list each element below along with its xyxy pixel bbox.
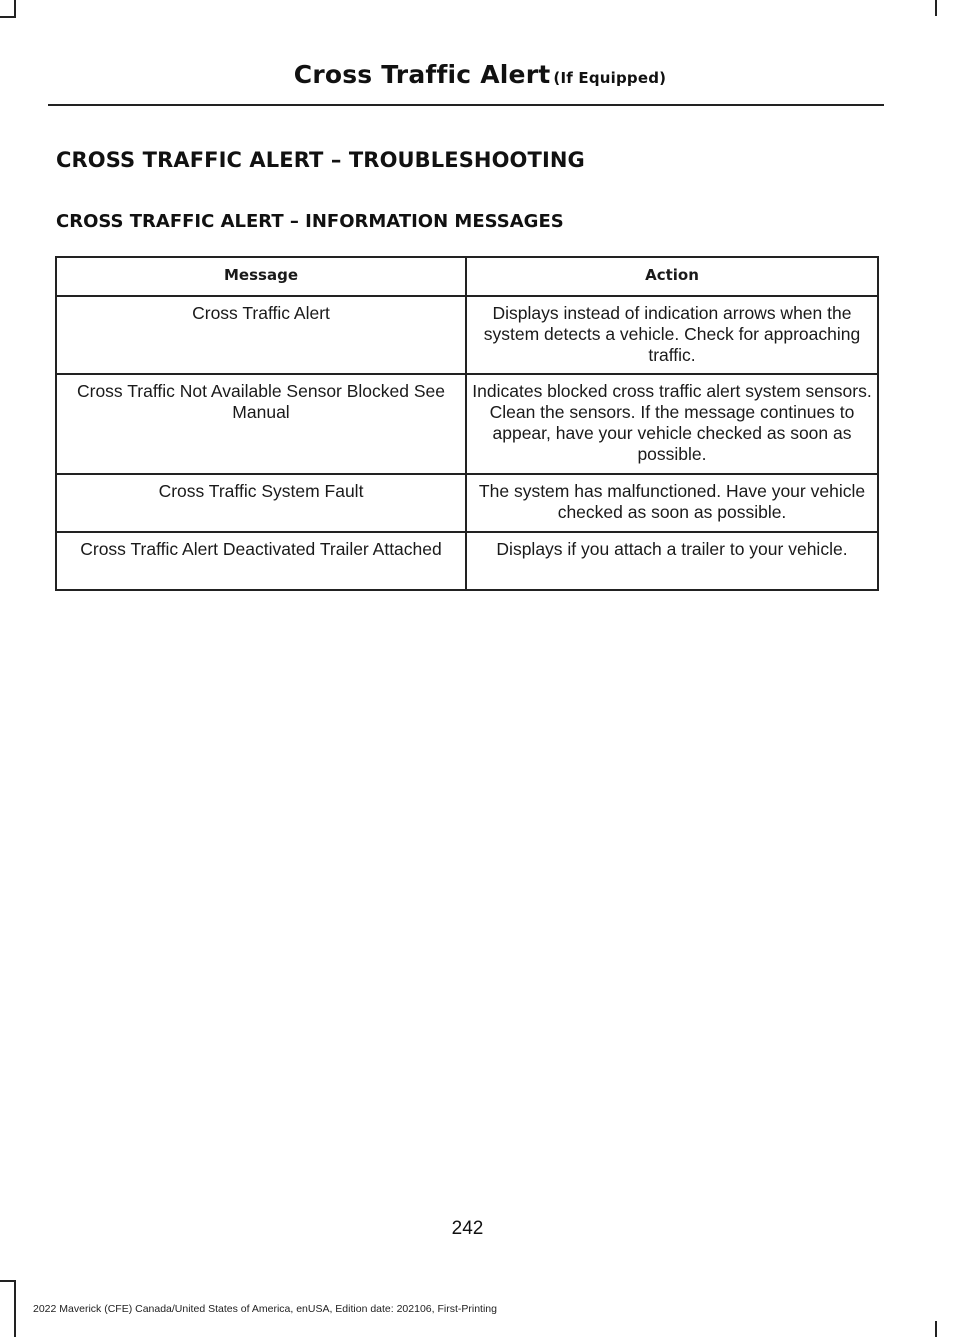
action-cell: The system has malfunctioned. Have your vehicle checked as soon as possible. [466,474,878,532]
message-cell: Cross Traffic System Fault [56,474,466,532]
header-title-text: Cross Traffic Alert [293,60,551,89]
column-header-action: Action [466,257,878,296]
crop-mark-top-left-horizontal [0,16,16,18]
crop-mark-bottom-left-vertical [14,1280,16,1337]
table-row [56,374,878,474]
table-row [56,532,878,590]
table-row [56,296,878,374]
edition-footer: 2022 Maverick (CFE) Canada/United States of America, enUSA, Edition date: 202106, First-Printing [33,1303,497,1315]
header-divider [48,104,884,106]
action-cell: Displays instead of indication arrows when the system detects a vehicle. Check for approaching traffic. [466,296,878,374]
page-header-title [0,60,960,89]
information-messages-table [55,256,879,591]
crop-mark-top-right-vertical [935,0,937,16]
message-cell: Cross Traffic Alert Deactivated Trailer Attached [56,532,466,590]
crop-mark-bottom-left-horizontal [0,1280,16,1282]
action-cell: Displays if you attach a trailer to your vehicle. [466,532,878,590]
action-cell: Indicates blocked cross traffic alert system sensors. Clean the sensors. If the message continues to appear, have your vehicle checked as soon as possible. [466,374,878,474]
crop-mark-bottom-right-vertical [935,1321,937,1337]
column-header-message: Message [56,257,466,296]
header-title-suffix: (If Equipped) [553,69,667,87]
message-cell: Cross Traffic Not Available Sensor Blocked See Manual [56,374,466,474]
table-header-row [56,257,878,296]
section-subheading: CROSS TRAFFIC ALERT – INFORMATION MESSAGES [56,211,564,232]
section-heading: CROSS TRAFFIC ALERT – TROUBLESHOOTING [56,148,585,172]
message-cell: Cross Traffic Alert [56,296,466,374]
table-row [56,474,878,532]
page-number: 242 [451,1218,484,1239]
